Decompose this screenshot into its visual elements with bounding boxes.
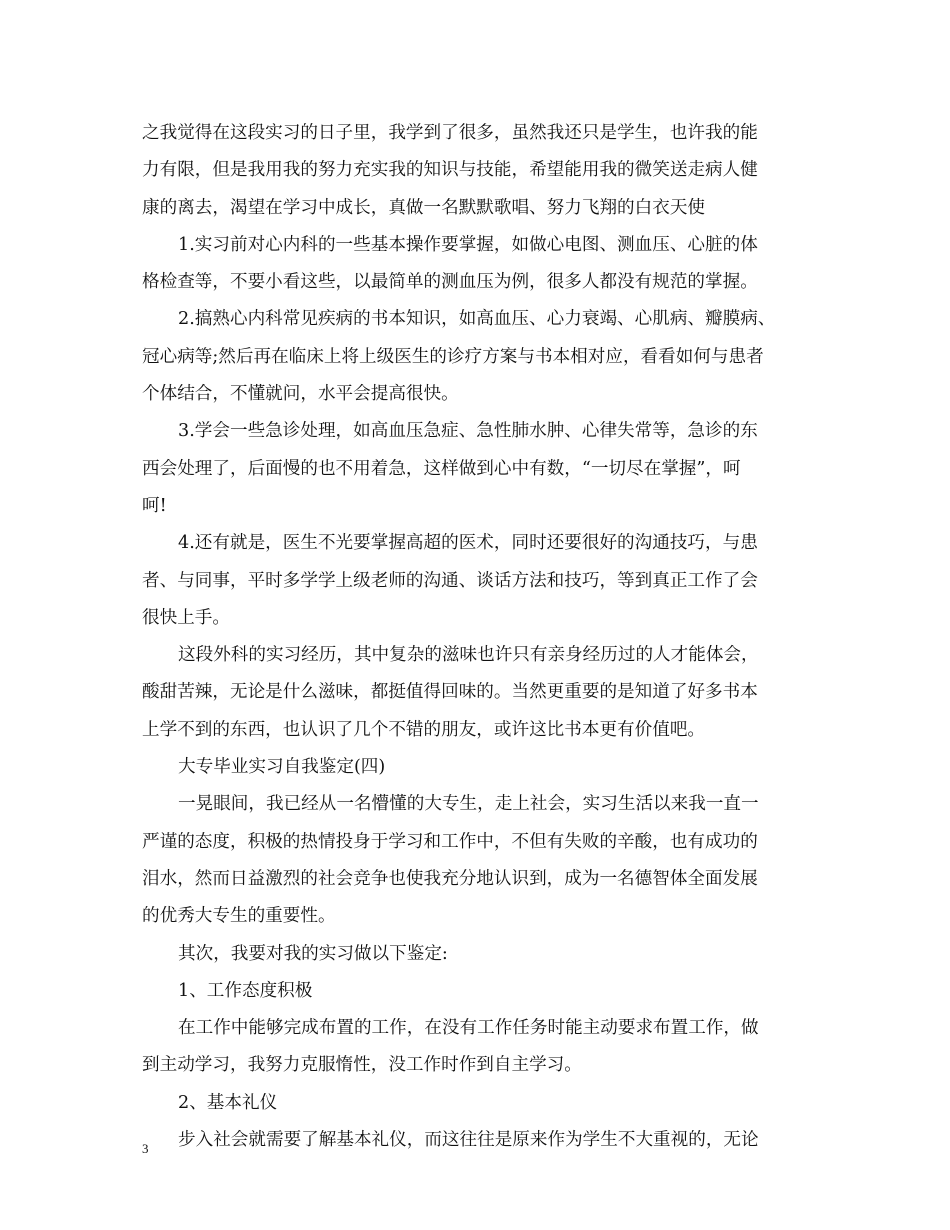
paragraph-start-line: 2.搞熟心内科常见疾病的书本知识，如高血压、心力衰竭、心肌病、瓣膜病、 <box>178 309 776 330</box>
text-line: 个体结合，不懂就问，水平会提高很快。 <box>142 384 459 405</box>
text-line: 呵! <box>142 495 167 516</box>
paragraph-start-line: 4.还有就是，医生不光要掌握高超的医术，同时还要很好的沟通技巧，与患 <box>178 533 758 554</box>
text-line: 很快上手。 <box>142 607 230 628</box>
text-line: 者、与同事，平时多学学上级老师的沟通、谈话方法和技巧，等到真正工作了会 <box>142 570 758 591</box>
paragraph-start-line: 一晃眼间，我已经从一名懵懂的大专生，走上社会，实习生活以来我一直一 <box>178 794 759 815</box>
text-line: 之我觉得在这段实习的日子里，我学到了很多，虽然我还只是学生，也许我的能 <box>142 123 758 143</box>
page-number: 3 <box>142 1141 149 1156</box>
section-heading: 大专毕业实习自我鉴定(四) <box>178 757 386 778</box>
paragraph-start-line: 3.学会一些急诊处理，如高血压急症、急性肺水肿、心律失常等，急诊的东 <box>178 421 758 442</box>
body-text <box>142 115 810 1159</box>
subheading: 1、工作态度积极 <box>178 980 313 1001</box>
subheading: 2、基本礼仪 <box>178 1092 278 1113</box>
paragraph-start-line: 在工作中能够完成布置的工作，在没有工作任务时能主动要求布置工作，做 <box>178 1018 759 1039</box>
paragraph-start-line: 1.实习前对心内科的一些基本操作要掌握，如做心电图、测血压、心脏的体 <box>178 234 758 255</box>
paragraph-start-line: 步入社会就需要了解基本礼仪，而这往往是原来作为学生不大重视的，无论 <box>178 1130 759 1151</box>
text-line: 力有限，但是我用我的努力充实我的知识与技能，希望能用我的微笑送走病人健 <box>142 160 758 181</box>
text-line: 格检查等，不要小看这些，以最简单的测血压为例，很多人都没有规范的掌握。 <box>142 272 758 293</box>
text-line: 泪水，然而日益激烈的社会竞争也使我充分地认识到，成为一名德智体全面发展 <box>142 868 758 889</box>
text-line: 酸甜苦辣，无论是什么滋味，都挺值得回味的。当然更重要的是知道了好多书本 <box>142 682 758 703</box>
text-line: 西会处理了，后面慢的也不用着急，这样做到心中有数，“一切尽在掌握”，呵 <box>142 458 741 479</box>
text-line: 上学不到的东西，也认识了几个不错的朋友，或许这比书本更有价值吧。 <box>142 719 706 740</box>
paragraph-start-line: 这段外科的实习经历，其中复杂的滋味也许只有亲身经历过的人才能体会， <box>178 645 759 666</box>
text-line: 康的离去，渴望在学习中成长，真做一名默默歌唱、努力飞翔的白衣天使 <box>142 197 706 218</box>
text-line: 的优秀大专生的重要性。 <box>142 906 336 927</box>
text-line: 到主动学习，我努力克服惰性，没工作时作到自主学习。 <box>142 1055 582 1076</box>
text-line: 冠心病等;然后再在临床上将上级医生的诊疗方案与书本相对应，看看如何与患者 <box>142 346 764 367</box>
text-line: 严谨的态度，积极的热情投身于学习和工作中，不但有失败的辛酸，也有成功的 <box>142 831 758 852</box>
paragraph-start-line: 其次，我要对我的实习做以下鉴定: <box>178 943 448 964</box>
